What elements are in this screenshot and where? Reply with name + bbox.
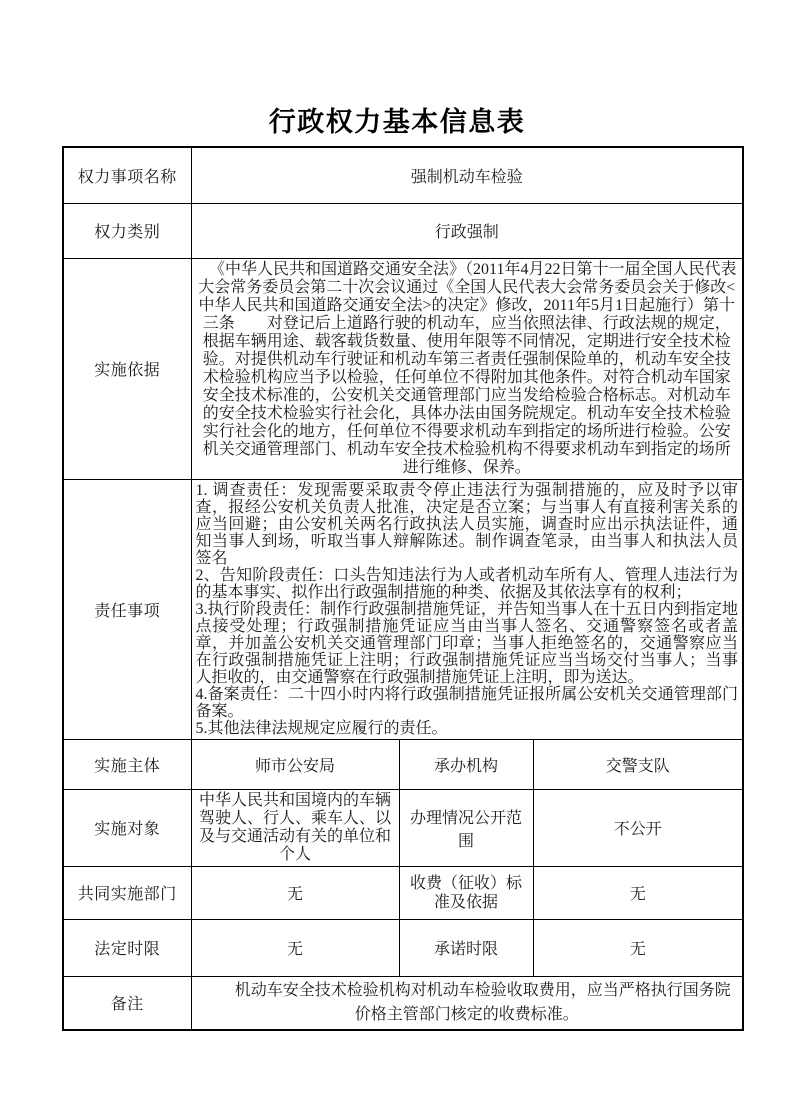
table-row [63,919,743,976]
joint-implementation-dept-value: 无 [191,866,399,919]
promised-time-limit-value: 无 [533,919,743,976]
table-row [63,203,743,258]
undertaking-agency-value: 交警支队 [533,739,743,789]
disclosure-scope-value: 不公开 [533,789,743,866]
table-row [63,147,743,203]
power-item-name-value: 强制机动车检验 [191,147,743,203]
undertaking-agency-label: 承办机构 [399,739,533,789]
responsibility-item-1: 1. 调查责任：发现需要采取责令停止违法行为强制措施的，应及时予以审查，报经公安机关负责人批准，决定是否立案；与当事人有直接利害关系的应当回避；由公安机关两名行政执法人员实施，调查时应出示执法证件，通知当事人到场，听取当事人辩解陈述。制作调查笔录，由当事人和执法人员签名 [195,481,739,567]
table-row [63,866,743,919]
remarks-text: 机动车安全技术检验机构对机动车检验收取费用，应当严格执行国务院价格主管部门核定的收费标准。 [234,981,731,1023]
implementing-body-value: 师市公安局 [191,739,399,789]
responsibility-items-cell [191,479,743,739]
page-title: 行政权力基本信息表 [268,107,526,137]
power-item-name-label: 权力事项名称 [63,147,191,203]
joint-implementation-dept-label: 共同实施部门 [63,866,191,919]
responsibility-item-3: 3.执行阶段责任：制作行政强制措施凭证，并告知当事人在十五日内到指定地点接受处理；行政强制措施凭证应当由当事人签名、交通警察签名或者盖章，并加盖公安机关交通管理部门印章；当事人拒绝签名的，交通警察应当在行政强制措施凭证上注明；行政强制措施凭证应当当场交付当事人；当事人拒收的，由交通警察在行政强制措施凭证上注明，即为送达。 [195,600,739,686]
responsibility-items-label: 责任事项 [63,479,191,739]
fee-standard-label: 收费（征收）标准及依据 [399,866,533,919]
table-row [63,739,743,789]
remarks-cell [191,976,743,1030]
implementing-body-label: 实施主体 [63,739,191,789]
implementation-basis-cell [191,258,743,479]
responsibility-item-5: 5.其他法律法规规定应履行的责任。 [195,719,448,737]
power-category-label: 权力类别 [63,203,191,258]
responsibility-item-2: 2、告知阶段责任：口头告知违法行为人或者机动车所有人、管理人违法行为的基本事实、拟作出行政强制措施的种类、依据及其依法享有的权利； [195,566,739,601]
implementation-basis-label: 实施依据 [63,258,191,479]
disclosure-scope-label: 办理情况公开范围 [399,789,533,866]
table-row [63,479,743,739]
statutory-time-limit-label: 法定时限 [63,919,191,976]
promised-time-limit-label: 承诺时限 [399,919,533,976]
table-row [63,258,743,479]
implementation-target-value: 中华人民共和国境内的车辆驾驶人、行人、乘车人、以及与交通活动有关的单位和个人 [191,789,399,866]
remarks-label: 备注 [63,976,191,1030]
statutory-time-limit-value: 无 [191,919,399,976]
table-row [63,976,743,1030]
table-row [63,789,743,866]
fee-standard-value: 无 [533,866,743,919]
implementation-target-label: 实施对象 [63,789,191,866]
power-category-value: 行政强制 [191,203,743,258]
implementation-basis-text: 《中华人民共和国道路交通安全法》（2011年4月22日第十一届全国人民代表大会常务委员会第二十次会议通过《全国人民代表大会常务委员会关于修改<中华人民共和国道路交通安全法>的决定》修改，2011年5月1日起施行）第十三条 对登记后上道路行驶的机动车，应当依照法律、行政法规的规定，根据车辆用途、载客载货数量、使用年限等不同情况，定期进行安全技术检验。对提供机动车行驶证和机动车第三者责任强制保险单的，机动车安全技术检验机构应当予以检验，任何单位不得附加其他条件。对符合机动车国家安全技术标准的，公安机关交通管理部门应当发给检验合格标志。对机动车的安全技术检验实行社会化，具体办法由国务院规定。机动车安全技术检验实行社会化的地方，任何单位不得要求机动车到指定的场所进行检验。公安机关交通管理部门、机动车安全技术检验机构不得要求机动车到指定的场所进行维修、保养。 [198,260,737,476]
info-table [62,146,744,1031]
responsibility-item-4: 4.备案责任：二十四小时内将行政强制措施凭证报所属公安机关交通管理部门备案。 [195,685,739,720]
